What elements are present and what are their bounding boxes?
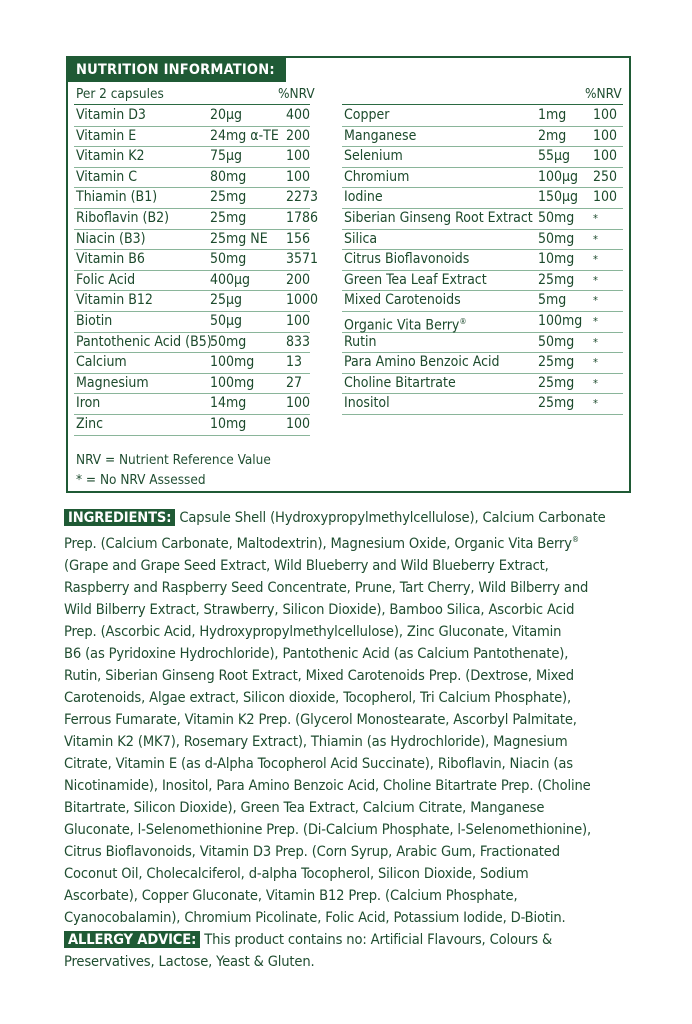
text-line	[64, 819, 644, 841]
text-line	[64, 863, 644, 885]
nutrient-amount: 80mg	[210, 168, 247, 185]
nutrient-nrv: 3571	[286, 251, 319, 268]
footnote-star: * = No NRV Assessed	[76, 472, 206, 488]
line-text: Raspberry and Raspberry Seed Concentrate, Prune, Tart Cherry, Wild Bilberry and	[64, 578, 589, 596]
nutrient-row	[342, 374, 623, 395]
line-text: Carotenoids, Algae extract, Silicon dioxide, Tocopherol, Tri Calcium Phosphate),	[64, 688, 572, 706]
nutrient-name: Citrus Bioflavonoids	[344, 251, 470, 268]
nutrient-nrv: 2273	[286, 189, 319, 206]
allergy-text	[64, 929, 644, 973]
nutrient-row	[342, 188, 623, 209]
nutrient-nrv: 200	[286, 127, 311, 144]
nutrient-name: Thiamin (B1)	[76, 189, 158, 206]
nutrient-row	[342, 127, 623, 148]
nutrient-row	[74, 106, 310, 127]
nutrient-amount: 24mg α-TE	[210, 127, 279, 144]
nutrient-name: Magnesium	[76, 374, 149, 391]
nutrient-nrv: 200	[286, 271, 311, 288]
nutrient-name: Inositol	[344, 395, 390, 412]
nutrient-row	[74, 291, 319, 312]
nutrient-amount: 50mg	[538, 230, 575, 247]
nutrient-amount: 100mg	[538, 313, 583, 329]
nutrient-amount: 100µg	[538, 168, 579, 185]
nutrient-row	[74, 394, 310, 415]
nutrient-amount: 10mg	[210, 416, 247, 432]
nutrient-name: Copper	[344, 107, 390, 123]
nutrient-nrv: 250	[593, 168, 618, 185]
header-divider-right	[342, 104, 623, 105]
line-text: Citrate, Vitamin E (as d-Alpha Tocopherol Acid Succinate), Riboflavin, Niacin (as	[64, 754, 573, 772]
line-text: Gluconate, l-Selenomethionine Prep. (Di-Calcium Phosphate, l-Selenomethionine),	[64, 820, 592, 838]
text-line	[64, 885, 644, 907]
nutrient-name: Vitamin E	[76, 127, 137, 144]
nutrient-amount: 25mg	[538, 395, 575, 412]
nutrient-row	[342, 106, 623, 127]
text-line	[64, 599, 644, 621]
line-text: Cyanocobalamin), Chromium Picolinate, Folic Acid, Potassium Iodide, D-Biotin.	[64, 908, 566, 926]
line-text: This product contains no: Artificial Flavours, Colours &	[204, 931, 553, 948]
text-line	[64, 555, 644, 577]
nutrient-row	[74, 374, 310, 395]
nutrient-row	[342, 209, 623, 230]
nutrient-name: Vitamin B12	[76, 292, 153, 309]
line-text: Prep. (Ascorbic Acid, Hydroxypropylmethylcellulose), Zinc Gluconate, Vitamin	[64, 622, 562, 640]
nutrient-amount: 25µg	[210, 292, 243, 309]
nutrient-amount: 25mg	[538, 374, 575, 391]
nutrient-row	[74, 312, 310, 333]
ingredients-section	[64, 507, 644, 929]
nutrient-row	[74, 188, 319, 209]
line-text: Wild Bilberry Extract, Strawberry, Silicon Dioxide), Bamboo Silica, Ascorbic Acid	[64, 600, 575, 618]
text-line	[64, 643, 644, 665]
text-line	[64, 841, 644, 863]
text-line	[64, 731, 644, 753]
nutrient-name: Para Amino Benzoic Acid	[344, 354, 500, 371]
nutrient-amount: 150µg	[538, 189, 579, 206]
footnote-nrv: NRV = Nutrient Reference Value	[76, 452, 271, 468]
text-line	[64, 621, 644, 643]
nutrient-nrv: 100	[593, 127, 618, 144]
text-line	[64, 797, 644, 819]
nutrient-row	[342, 312, 623, 333]
nutrient-amount: 5mg	[538, 292, 567, 309]
nutrient-nrv: *	[593, 253, 598, 267]
text-line	[64, 753, 644, 775]
per-serving-label: Per 2 capsules	[76, 86, 164, 102]
nutrient-name: Organic Vita Berry®	[344, 317, 467, 334]
nutrient-name: Mixed Carotenoids	[344, 292, 461, 309]
nutrient-amount: 20µg	[210, 107, 243, 123]
nutrient-row	[74, 230, 310, 251]
nrv-header-left: %NRV	[278, 86, 315, 102]
nutrient-name: Chromium	[344, 168, 410, 185]
nutrient-row	[74, 209, 319, 230]
nutrient-name: Siberian Ginseng Root Extract	[344, 210, 533, 226]
nutrient-amount: 50mg	[538, 333, 575, 350]
nutrient-nrv: 100	[286, 395, 311, 412]
text-line	[64, 775, 644, 797]
nutrient-nrv: 100	[286, 313, 311, 329]
nutrient-amount: 50mg	[210, 333, 247, 350]
nutrient-nrv: *	[593, 232, 598, 246]
nutrition-title: NUTRITION INFORMATION:	[68, 58, 286, 82]
nutrient-name: Manganese	[344, 127, 417, 144]
line-text: Coconut Oil, Cholecalciferol, d-alpha Tocopherol, Silicon Dioxide, Sodium	[64, 864, 529, 882]
allergy-label: ALLERGY ADVICE:	[64, 931, 200, 948]
nutrient-name: Selenium	[344, 148, 403, 165]
nutrient-name: Niacin (B3)	[76, 230, 146, 247]
nutrient-row	[342, 394, 623, 415]
nutrient-nrv: 100	[593, 107, 618, 123]
nutrient-name: Vitamin K2	[76, 148, 145, 165]
nutrition-panel	[66, 56, 631, 493]
nutrient-row	[74, 271, 310, 292]
text-line	[64, 929, 644, 951]
nutrient-row	[342, 168, 623, 189]
nutrient-nrv: 833	[286, 333, 311, 350]
nutrient-name: Rutin	[344, 333, 377, 350]
nutrient-row	[342, 333, 623, 354]
nutrient-nrv: *	[593, 376, 598, 390]
nutrient-row	[74, 333, 310, 354]
line-text: Capsule Shell (Hydroxypropylmethylcellulose), Calcium Carbonate	[179, 509, 606, 526]
nutrient-nrv: 1786	[286, 210, 319, 226]
nutrient-name: Zinc	[76, 416, 104, 432]
nutrient-row	[74, 353, 310, 374]
nutrient-name: Iron	[76, 395, 101, 412]
line-text: Ferrous Fumarate, Vitamin K2 Prep. (Glycerol Monostearate, Ascorbyl Palmitate,	[64, 710, 577, 728]
nutrient-amount: 400µg	[210, 271, 251, 288]
nutrient-nrv: *	[593, 294, 598, 308]
allergy-section	[64, 929, 644, 973]
nutrient-name: Pantothenic Acid (B5)	[76, 333, 212, 350]
nutrient-row	[74, 127, 310, 148]
nutrient-name: Silica	[344, 230, 378, 247]
nutrient-amount: 75µg	[210, 148, 243, 165]
nutrient-name: Calcium	[76, 354, 127, 371]
nutrient-row	[74, 147, 310, 168]
nutrient-nrv: 13	[286, 354, 303, 371]
nutrient-amount: 50mg	[538, 210, 575, 226]
nutrient-row	[74, 250, 319, 271]
nutrient-amount: 10mg	[538, 251, 575, 268]
header-divider-left	[74, 104, 310, 105]
nutrient-amount: 100mg	[210, 354, 255, 371]
line-text: Citrus Bioflavonoids, Vitamin D3 Prep. (Corn Syrup, Arabic Gum, Fractionated	[64, 842, 560, 860]
nutrient-nrv: *	[593, 212, 598, 225]
nutrient-nrv: 100	[593, 148, 618, 165]
nutrient-amount: 25mg	[538, 271, 575, 288]
line-text: Bitartrate, Silicon Dioxide), Green Tea Extract, Calcium Citrate, Manganese	[64, 798, 545, 816]
line-text: (Grape and Grape Seed Extract, Wild Blueberry and Wild Blueberry Extract,	[64, 556, 549, 574]
line-text: B6 (as Pyridoxine Hydrochloride), Pantothenic Acid (as Calcium Pantothenate),	[64, 644, 569, 662]
nutrient-name: Vitamin C	[76, 168, 138, 185]
nutrient-name: Green Tea Leaf Extract	[344, 271, 487, 288]
nutrient-amount: 2mg	[538, 127, 567, 144]
line-text: Ascorbate), Copper Gluconate, Vitamin B12 Prep. (Calcium Phosphate,	[64, 886, 518, 904]
nutrient-nrv: 156	[286, 230, 311, 247]
line-text: Prep. (Calcium Carbonate, Maltodextrin), Magnesium Oxide, Organic Vita Berry®	[64, 534, 579, 552]
nrv-header-right: %NRV	[585, 86, 622, 102]
line-text: Preservatives, Lactose, Yeast & Gluten.	[64, 953, 315, 970]
nutrient-amount: 25mg	[210, 210, 247, 226]
nutrient-amount: 100mg	[210, 374, 255, 391]
nutrient-row	[342, 353, 623, 374]
nutrient-amount: 25mg	[210, 189, 247, 206]
nutrient-amount: 50µg	[210, 313, 243, 329]
line-text: Rutin, Siberian Ginseng Root Extract, Mixed Carotenoids Prep. (Dextrose, Mixed	[64, 666, 574, 684]
nutrient-amount: 14mg	[210, 395, 247, 412]
text-line	[64, 529, 644, 555]
text-line	[64, 907, 644, 929]
text-line	[64, 507, 644, 529]
nutrient-nrv: *	[593, 315, 598, 328]
ingredients-label: INGREDIENTS:	[64, 509, 175, 526]
nutrient-nrv: 27	[286, 374, 303, 391]
nutrient-row	[342, 271, 623, 292]
text-line	[64, 665, 644, 687]
nutrient-name: Biotin	[76, 313, 113, 329]
nutrient-name: Riboflavin (B2)	[76, 210, 170, 226]
nutrient-name: Choline Bitartrate	[344, 374, 456, 391]
nutrient-nrv: 1000	[286, 292, 319, 309]
nutrient-nrv: *	[593, 356, 598, 370]
nutrient-nrv: 100	[286, 148, 311, 165]
text-line	[64, 951, 644, 973]
nutrient-amount: 25mg NE	[210, 230, 268, 247]
nutrient-nrv: 100	[286, 168, 311, 185]
nutrient-amount: 55µg	[538, 148, 571, 165]
nutrient-nrv: 100	[286, 416, 311, 432]
nutrient-name: Iodine	[344, 189, 383, 206]
nutrient-amount: 50mg	[210, 251, 247, 268]
text-line	[64, 687, 644, 709]
text-line	[64, 709, 644, 731]
nutrient-row	[74, 168, 310, 189]
nutrient-nrv: *	[593, 335, 598, 349]
nutrient-nrv: 100	[593, 189, 618, 206]
text-line	[64, 577, 644, 599]
nutrient-row	[74, 415, 310, 436]
nutrient-row	[342, 147, 623, 168]
nutrient-row	[342, 230, 623, 251]
nutrient-amount: 25mg	[538, 354, 575, 371]
nutrient-nrv: *	[593, 397, 598, 411]
line-text: Nicotinamide), Inositol, Para Amino Benzoic Acid, Choline Bitartrate Prep. (Choline	[64, 776, 591, 794]
nutrient-name: Vitamin B6	[76, 251, 145, 268]
nutrient-amount: 1mg	[538, 107, 567, 123]
nutrient-nrv: 400	[286, 107, 311, 123]
nutrient-row	[342, 291, 623, 312]
nutrient-name: Vitamin D3	[76, 107, 146, 123]
ingredients-text	[64, 507, 644, 929]
nutrient-row	[342, 250, 623, 271]
nutrient-name: Folic Acid	[76, 271, 136, 288]
line-text: Vitamin K2 (MK7), Rosemary Extract), Thiamin (as Hydrochloride), Magnesium	[64, 732, 568, 750]
nutrient-nrv: *	[593, 273, 598, 287]
